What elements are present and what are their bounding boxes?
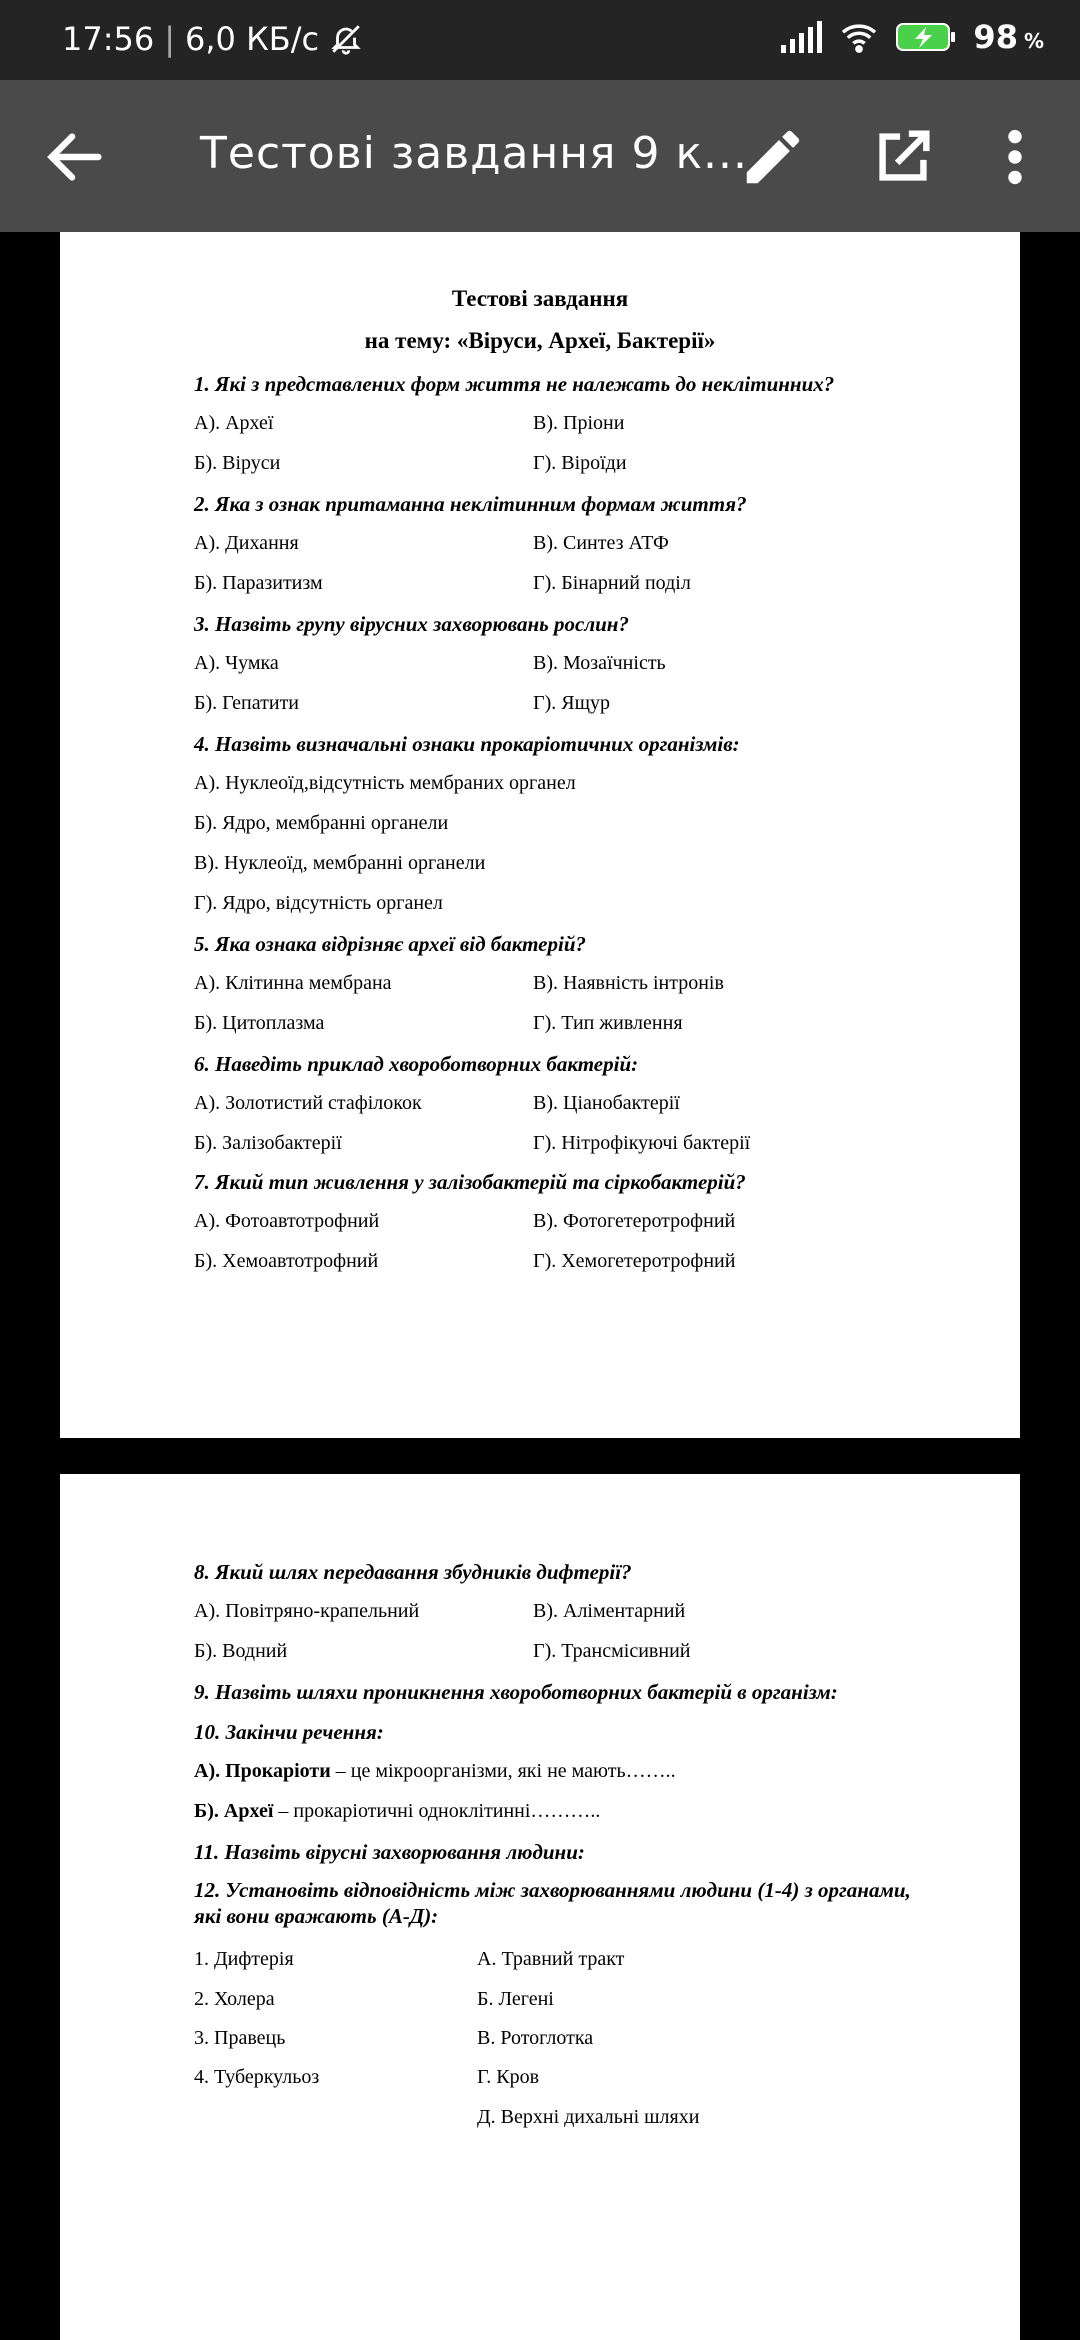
pdf-page-1 (60, 232, 1020, 1438)
option: Г). Ядро, відсутність органел (194, 892, 443, 914)
open-in-new-icon (868, 122, 938, 192)
question-11: 11. Назвіть вірусні захворювання людини: (194, 1840, 585, 1864)
open-external-button[interactable] (868, 122, 938, 192)
match-left-item: 2. Холера (194, 1988, 275, 2010)
option: В). Мозаїчність (533, 652, 666, 674)
bell-off-icon (329, 22, 363, 56)
sentence-a: А). Прокаріоти – це мікроорганізми, які не мають…….. (194, 1760, 676, 1782)
option: Б). Гепатити (194, 692, 300, 714)
option: Г). Ящур (533, 692, 610, 714)
option: В). Ціанобактерії (533, 1092, 680, 1114)
match-left-item: 1. Дифтерія (194, 1948, 294, 1970)
option: В). Фотогетеротрофний (533, 1210, 736, 1232)
question-7: 7. Який тип живлення у залізобактерій та сіркобактерій? (194, 1170, 746, 1194)
option: Г). Віроїди (533, 452, 627, 474)
match-right-item: А. Травний тракт (477, 1948, 625, 1970)
option: Б). Віруси (194, 452, 281, 474)
option: А). Клітинна мембрана (194, 972, 392, 994)
match-right-item: Г. Кров (477, 2066, 540, 2088)
option: Г). Бінарний поділ (533, 572, 691, 594)
option: В). Пріони (533, 412, 625, 434)
match-right-item: Д. Верхні дихальні шляхи (477, 2106, 700, 2128)
question-10: 10. Закінчи речення: (194, 1720, 384, 1744)
question-12-line2: які вони вражають (А-Д): (194, 1904, 439, 1928)
option: Б). Залізобактерії (194, 1132, 342, 1154)
battery-charging-icon (895, 21, 957, 53)
option: Б). Паразитизм (194, 572, 323, 594)
more-options-button[interactable] (990, 122, 1040, 192)
option: Б). Водний (194, 1640, 288, 1662)
option: А). Нуклеоїд,відсутність мембраних органел (194, 772, 576, 794)
document-title: Тестові завдання 9 к... (200, 128, 749, 179)
question-9: 9. Назвіть шляхи проникнення хвороботворних бактерій в організм: (194, 1680, 838, 1704)
match-left-item: 4. Туберкульоз (194, 2066, 320, 2088)
question-1: 1. Які з представлених форм життя не належать до неклітинних? (194, 372, 835, 396)
option: А). Фотоавтотрофний (194, 1210, 380, 1232)
option: Г). Трансмісивний (533, 1640, 691, 1662)
option: Б). Ядро, мембранні органели (194, 812, 449, 834)
question-2: 2. Яка з ознак притаманна неклітинним формам життя? (194, 492, 747, 516)
question-3: 3. Назвіть групу вірусних захворювань рослин? (194, 612, 629, 636)
option: Г). Хемогетеротрофний (533, 1250, 736, 1272)
match-left-item: 3. Правець (194, 2027, 286, 2049)
option: В). Аліментарний (533, 1600, 686, 1622)
battery-level: 98 % (973, 18, 1044, 56)
option: А). Археї (194, 412, 274, 434)
network-speed: 6,0 КБ/с (185, 20, 320, 58)
match-right-item: Б. Легені (477, 1988, 554, 2010)
question-4: 4. Назвіть визначальні ознаки прокаріотичних організмів: (194, 732, 740, 756)
option: В). Нуклеоїд, мембранні органели (194, 852, 486, 874)
question-8: 8. Який шлях передавання збудників дифтерії? (194, 1560, 632, 1584)
doc-title: Тестові завдання (451, 286, 629, 311)
doc-subtitle: на тему: «Віруси, Археї, Бактерії» (364, 328, 716, 353)
option: Г). Тип живлення (533, 1012, 683, 1034)
option: А). Дихання (194, 532, 299, 554)
option: В). Наявність інтронів (533, 972, 724, 994)
question-6: 6. Наведіть приклад хвороботворних бактерій: (194, 1052, 639, 1076)
pdf-page-2 (60, 1474, 1020, 2340)
question-12-line1: 12. Установіть відповідність між захворюваннями людини (1-4) з органами, (194, 1878, 911, 1902)
option: В). Синтез АТФ (533, 532, 669, 554)
option: А). Золотистий стафілокок (194, 1092, 422, 1114)
edit-button[interactable] (738, 122, 808, 192)
wifi-icon (839, 21, 879, 53)
status-bar: 17:56 | 6,0 КБ/с 98 % (0, 0, 1080, 80)
status-time: 17:56 (62, 20, 155, 58)
sentence-b: Б). Археї – прокаріотичні одноклітинні……….. (194, 1800, 601, 1822)
more-vert-icon (990, 122, 1040, 192)
option: Г). Нітрофікуючі бактерії (533, 1132, 751, 1154)
viewer-toolbar (0, 80, 1080, 232)
option: А). Чумка (194, 652, 279, 674)
pencil-icon (738, 122, 808, 192)
option: Б). Хемоавтотрофний (194, 1250, 379, 1272)
back-arrow-icon (40, 122, 110, 192)
option: Б). Цитоплазма (194, 1012, 325, 1034)
question-5: 5. Яка ознака відрізняє археї від бактерій? (194, 932, 586, 956)
match-right-item: В. Ротоглотка (477, 2027, 594, 2049)
option: А). Повітряно-крапельний (194, 1600, 420, 1622)
back-button[interactable] (40, 122, 110, 192)
signal-icon (781, 21, 823, 53)
